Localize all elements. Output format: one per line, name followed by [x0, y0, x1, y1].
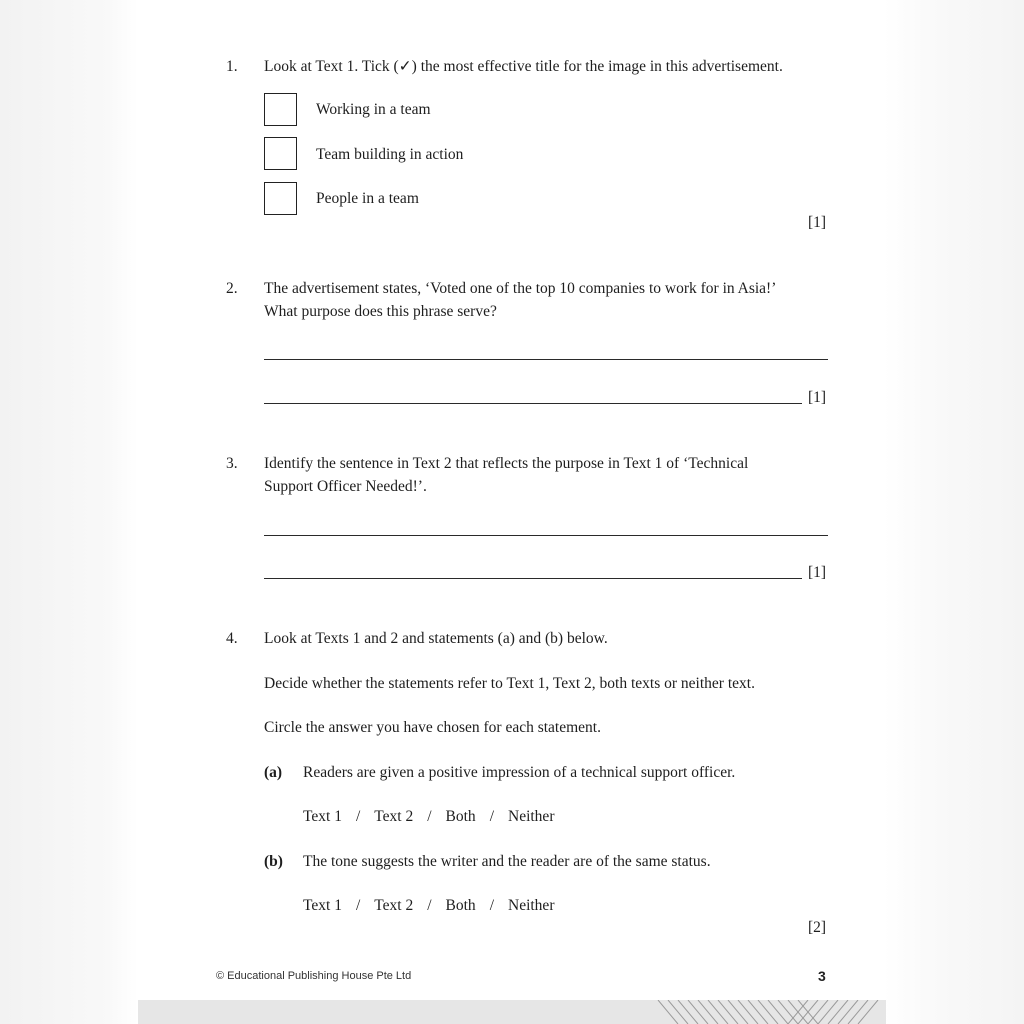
choice-separator: / — [355, 808, 361, 825]
q4a-choices — [303, 806, 554, 828]
q4b-text: The tone suggests the writer and the reader are of the same status. — [303, 853, 711, 870]
q2-line2: What purpose does this phrase serve? — [264, 303, 497, 320]
choice-separator: / — [489, 897, 494, 914]
q1-number: 1. — [226, 58, 238, 75]
q3-answer-line-2[interactable] — [264, 578, 802, 579]
q4a-text: Readers are given a positive impression of a technical support officer. — [303, 764, 736, 781]
q1-option-1: Working in a team — [316, 101, 431, 118]
q4-marks: [2] — [808, 919, 827, 936]
q3-line1: Identify the sentence in Text 2 that reflects the purpose in Text 1 of ‘Technical — [264, 455, 749, 472]
q2-line1: The advertisement states, ‘Voted one of the top 10 companies to work for in Asia!’ — [264, 280, 777, 297]
page-margin-right — [884, 0, 1024, 1024]
q4-line1: Look at Texts 1 and 2 and statements (a) and (b) below. — [264, 630, 608, 647]
q4b-label: (b) — [264, 853, 283, 870]
q4a-choice-neither[interactable]: Neither — [508, 808, 555, 825]
q4a-choice-text1[interactable]: Text 1 — [303, 808, 342, 825]
q4b-choice-neither[interactable]: Neither — [508, 897, 555, 914]
page-bottom-edge — [138, 1000, 886, 1024]
choice-separator: / — [427, 808, 432, 825]
q3-line2: Support Officer Needed!’. — [264, 478, 427, 495]
q4a-choice-text2[interactable]: Text 2 — [374, 808, 414, 825]
q1-checkbox-2[interactable] — [264, 137, 297, 170]
q4a-label: (a) — [264, 764, 283, 781]
q3-number: 3. — [226, 455, 238, 472]
q4-line2: Decide whether the statements refer to Text 1, Text 2, both texts or neither text. — [264, 675, 755, 692]
q1-text: Look at Text 1. Tick (✓) the most effective title for the image in this advertisement. — [264, 58, 783, 75]
q4b-choices — [303, 895, 554, 917]
page-number: 3 — [818, 968, 826, 984]
q1-checkbox-3[interactable] — [264, 182, 297, 215]
choice-separator: / — [489, 808, 494, 825]
q4b-choice-both[interactable]: Both — [445, 897, 476, 914]
choice-separator: / — [355, 897, 361, 914]
page-margin-left — [0, 0, 138, 1024]
q2-number: 2. — [226, 280, 238, 297]
q3-answer-line-1[interactable] — [264, 535, 828, 536]
worksheet-page — [138, 0, 886, 1000]
q4a-choice-both[interactable]: Both — [445, 808, 476, 825]
q4-number: 4. — [226, 630, 238, 647]
q1-checkbox-1[interactable] — [264, 93, 297, 126]
q1-option-2: Team building in action — [316, 146, 464, 163]
decorative-stripes-icon — [138, 1000, 886, 1024]
q4b-choice-text2[interactable]: Text 2 — [374, 897, 414, 914]
q2-marks: [1] — [808, 389, 827, 406]
q2-answer-line-2[interactable] — [264, 403, 802, 404]
q2-answer-line-1[interactable] — [264, 359, 828, 360]
q3-marks: [1] — [808, 564, 827, 581]
q4b-choice-text1[interactable]: Text 1 — [303, 897, 342, 914]
q1-marks: [1] — [808, 214, 827, 231]
choice-separator: / — [427, 897, 432, 914]
q1-option-3: People in a team — [316, 190, 419, 207]
footer-copyright: © Educational Publishing House Pte Ltd — [216, 970, 412, 982]
q4-line3: Circle the answer you have chosen for each statement. — [264, 719, 601, 736]
